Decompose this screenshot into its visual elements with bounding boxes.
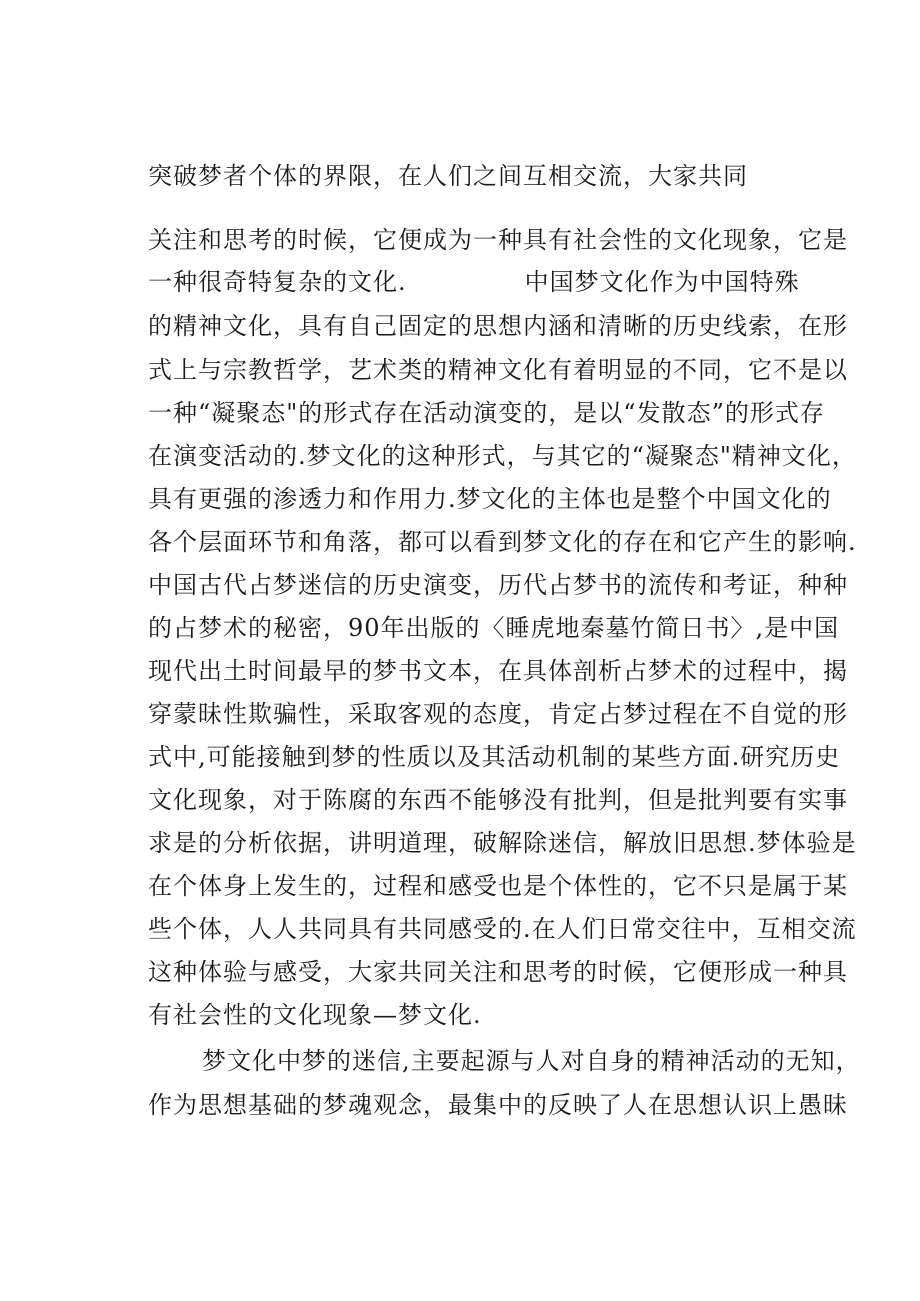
text-line: 一种“凝聚态"的形式存在活动演变的，是以“发散态”的形式存	[148, 399, 825, 427]
text-line	[148, 266, 800, 298]
text-line: 在演变活动的.梦文化的这种形式，与其它的“凝聚态"精神文化，	[148, 442, 857, 470]
text-line: 中国古代占梦迷信的历史演变，历代占梦书的流传和考证，种种	[148, 571, 848, 599]
text-line: 突破梦者个体的界限，在人们之间互相交流，大家共同	[148, 162, 748, 190]
text-line: 文化现象，对于陈腐的东西不能够没有批判，但是批判要有实事	[148, 786, 848, 814]
text-line: 这种体验与感受，大家共同关注和思考的时候，它便形成一种具	[148, 958, 848, 986]
text-line: 具有更强的渗透力和作用力.梦文化的主体也是整个中国文化的	[148, 485, 832, 513]
text-line: 些个体，人人共同具有共同感受的.在人们日常交往中，互相交流	[148, 915, 857, 943]
text-line: 的精神文化，具有自己固定的思想内涵和清晰的历史线索，在形	[148, 312, 848, 340]
text-line: 作为思想基础的梦魂观念，最集中的反映了人在思想认识上愚昧	[148, 1091, 848, 1119]
text-line: 求是的分析依据，讲明道理，破解除迷信，解放旧思想.梦体验是	[148, 829, 857, 857]
text-line: 有社会性的文化现象—梦文化.	[148, 1001, 482, 1029]
text-segment: 中国梦文化作为中国特殊	[524, 268, 800, 296]
text-line: 梦文化中梦的迷信,主要起源与人对自身的精神活动的无知，	[202, 1047, 861, 1075]
text-line: 现代出土时间最早的梦书文本，在具体剖析占梦术的过程中，揭	[148, 657, 848, 685]
text-line: 式上与宗教哲学，艺术类的精神文化有着明显的不同，它不是以	[148, 356, 848, 384]
text-line: 式中,可能接触到梦的性质以及其活动机制的某些方面.研究历史	[148, 743, 841, 771]
text-line: 的占梦术的秘密，90年出版的〈睡虎地秦墓竹简日书〉,是中国	[148, 614, 840, 642]
text-segment: 一种很奇特复杂的文化.	[148, 268, 407, 296]
text-line: 在个体身上发生的，过程和感受也是个体性的，它不只是属于某	[148, 872, 848, 900]
text-line: 关注和思考的时候，它便成为一种具有社会性的文化现象，它是	[148, 226, 848, 254]
text-line: 各个层面环节和角落，都可以看到梦文化的存在和它产生的影响.	[148, 528, 857, 556]
text-line: 穿蒙昧性欺骗性，采取客观的态度，肯定占梦过程在不自觉的形	[148, 700, 848, 728]
